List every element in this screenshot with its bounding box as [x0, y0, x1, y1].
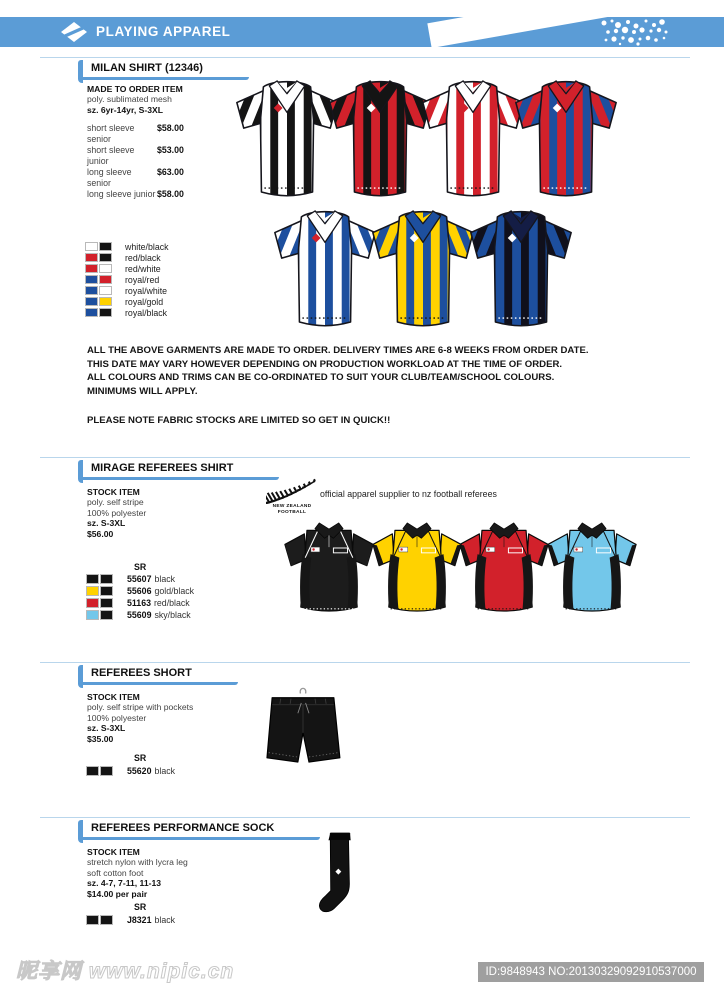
colour-label: white/black: [125, 241, 169, 252]
swatch-colour-1: [86, 766, 99, 776]
colour-row: [85, 285, 169, 296]
info-line: poly. self stripe: [87, 497, 144, 508]
nz-football-line2: FOOTBALL: [277, 509, 307, 515]
price-value: $58.00: [157, 123, 184, 133]
code-label: [127, 766, 175, 776]
jersey-royal-red: [507, 71, 625, 201]
watermark-text: 昵享网 www.nipic.cn: [16, 960, 235, 983]
nz-football-line1: NEW ZEALAND: [272, 504, 312, 509]
swatch-colour-1: [86, 586, 99, 596]
colour-row: [85, 241, 169, 252]
code-colour-name: black: [154, 915, 176, 925]
product-code: 51163: [127, 598, 151, 608]
code-colour-name: gold/black: [154, 586, 195, 596]
sock-section-header: [78, 820, 320, 840]
info-line: poly. sublimated mesh: [87, 94, 172, 105]
colour-row: [85, 296, 169, 307]
section-title: REFEREES PERFORMANCE SOCK: [83, 820, 320, 840]
price-row: [87, 167, 184, 189]
section-title: REFEREES SHORT: [83, 665, 238, 685]
info-line: $35.00: [87, 733, 114, 744]
section-title: MILAN SHIRT (12346): [83, 60, 249, 80]
short-info: [87, 692, 193, 744]
header-dots-decoration: [598, 17, 672, 47]
section-divider: [40, 57, 690, 58]
price-label: short sleeve senior: [87, 123, 135, 144]
section-title: MIRAGE REFEREES SHIRT: [83, 460, 279, 480]
price-label: long sleeve junior: [87, 189, 156, 199]
info-line: STOCK ITEM: [87, 692, 140, 702]
swatch-colour-2: [100, 766, 113, 776]
silver-fern-icon: [266, 478, 318, 504]
code-label: [127, 586, 194, 596]
swatch-colour-2: [99, 253, 112, 262]
product-code: 55609: [127, 610, 152, 620]
page-title: PLAYING APPAREL: [96, 24, 231, 39]
referee-shorts-image: [255, 684, 351, 775]
price-value: $53.00: [157, 145, 184, 155]
info-line: sz. S-3XL: [87, 723, 126, 734]
swatch-colour-2: [99, 242, 112, 251]
swatch-colour-2: [99, 264, 112, 273]
page-header: [0, 0, 724, 47]
swatch-colour-1: [86, 574, 99, 584]
colour-label: royal/red: [125, 274, 160, 285]
info-line: STOCK ITEM: [87, 487, 140, 497]
image-id-badge: ID:9848943 NO:20130329092910537000: [478, 962, 704, 982]
note-line: ALL COLOURS AND TRIMS CAN BE CO-ORDINATED TO SUIT YOUR CLUB/TEAM/SCHOOL COLOURS.: [87, 372, 555, 384]
mirage-code-list: [86, 573, 194, 621]
colour-label: royal/black: [125, 307, 168, 318]
note-line: MINIMUMS WILL APPLY.: [87, 386, 198, 398]
colour-label: red/white: [125, 263, 161, 274]
price-label: long sleeve senior: [87, 167, 132, 188]
swatch-colour-2: [99, 308, 112, 317]
swatch-colour-2: [99, 297, 112, 306]
swatch-colour-1: [85, 286, 98, 295]
info-line: soft cotton foot: [87, 867, 144, 878]
milan-section-header: [78, 60, 249, 80]
swatch-colour-2: [100, 610, 113, 620]
short-code-list: [86, 765, 175, 777]
sr-column-header: SR: [134, 562, 147, 572]
product-code: 55620: [127, 766, 152, 776]
section-divider: [40, 817, 690, 818]
colour-label: red/black: [125, 252, 161, 263]
colour-label: royal/gold: [125, 296, 164, 307]
code-row: [86, 573, 194, 585]
referee-sock-image: [312, 828, 363, 928]
code-row: [86, 765, 175, 777]
info-line: poly. self stripe with pockets: [87, 702, 194, 713]
info-line: sz. S-3XL: [87, 518, 126, 529]
product-code: 55607: [127, 574, 152, 584]
info-line: stretch nylon with lycra leg: [87, 857, 188, 868]
code-row: [86, 597, 194, 609]
section-divider: [40, 662, 690, 663]
price-label: short sleeve junior: [87, 145, 135, 166]
price-value: $58.00: [157, 189, 184, 199]
referee-shirt-black: [277, 517, 381, 616]
code-row: [86, 585, 194, 597]
info-line: sz. 6yr-14yr, S-3XL: [87, 104, 163, 115]
colour-row: [85, 263, 169, 274]
colour-row: [85, 252, 169, 263]
note-line: ALL THE ABOVE GARMENTS ARE MADE TO ORDER. DELIVERY TIMES ARE 6-8 WEEKS FROM ORDER DATE.: [87, 345, 589, 356]
swatch-colour-1: [85, 242, 98, 251]
info-line: STOCK ITEM: [87, 847, 140, 857]
milan-info: [87, 84, 183, 115]
swatch-colour-1: [85, 264, 98, 273]
colour-label: royal/white: [125, 285, 168, 296]
code-row: [86, 914, 175, 926]
nz-football-text: [264, 504, 320, 515]
code-label: [127, 915, 175, 925]
swatch-colour-2: [99, 286, 112, 295]
swatch-colour-2: [99, 275, 112, 284]
section-divider: [40, 457, 690, 458]
code-colour-name: black: [154, 574, 176, 584]
price-row: [87, 123, 184, 145]
info-line: 100% polyester: [87, 712, 147, 723]
price-row: [87, 145, 184, 167]
short-section-header: [78, 665, 238, 685]
swatch-colour-1: [85, 297, 98, 306]
mirage-info: [87, 487, 146, 539]
lotto-logo-icon: [60, 21, 88, 43]
sr-column-header: SR: [134, 902, 147, 912]
code-label: [127, 610, 191, 620]
code-label: [127, 598, 190, 608]
code-row: [86, 609, 194, 621]
sr-column-header: SR: [134, 753, 147, 763]
note-line: THIS DATE MAY VARY HOWEVER DEPENDING ON PRODUCTION WORKLOAD AT THE TIME OF ORDER.: [87, 358, 563, 370]
code-colour-name: red/black: [153, 598, 190, 608]
code-colour-name: sky/black: [154, 610, 191, 620]
swatch-colour-1: [85, 308, 98, 317]
colour-row: [85, 307, 169, 318]
info-line: MADE TO ORDER ITEM: [87, 84, 183, 94]
info-line: sz. 4-7, 7-11, 11-13: [87, 878, 162, 889]
product-code: J8321: [127, 915, 152, 925]
swatch-colour-2: [100, 598, 113, 608]
price-row: [87, 189, 184, 200]
fabric-stock-notice: PLEASE NOTE FABRIC STOCKS ARE LIMITED SO GET IN QUICK!!: [87, 415, 391, 426]
mirage-section-header: [78, 460, 279, 480]
sock-info: [87, 847, 188, 899]
order-notes: [87, 344, 589, 399]
milan-colour-list: [85, 241, 169, 318]
swatch-colour-2: [100, 586, 113, 596]
swatch-colour-1: [85, 275, 98, 284]
info-line: $56.00: [87, 528, 114, 539]
jersey-royal-black: [462, 201, 580, 331]
price-value: $63.00: [157, 167, 184, 177]
colour-row: [85, 274, 169, 285]
swatch-colour-1: [86, 598, 99, 608]
swatch-colour-1: [85, 253, 98, 262]
info-line: 100% polyester: [87, 507, 147, 518]
code-colour-name: black: [154, 766, 176, 776]
swatch-colour-2: [100, 574, 113, 584]
product-code: 55606: [127, 586, 152, 596]
supplier-note: official apparel supplier to nz football referees: [320, 489, 497, 499]
info-line: $14.00 per pair: [87, 888, 148, 899]
sock-code-list: [86, 914, 175, 926]
swatch-colour-2: [100, 915, 113, 925]
milan-price-list: [87, 123, 184, 200]
swatch-colour-1: [86, 610, 99, 620]
swatch-colour-1: [86, 915, 99, 925]
code-label: [127, 574, 175, 584]
nz-football-logo: [264, 478, 320, 515]
